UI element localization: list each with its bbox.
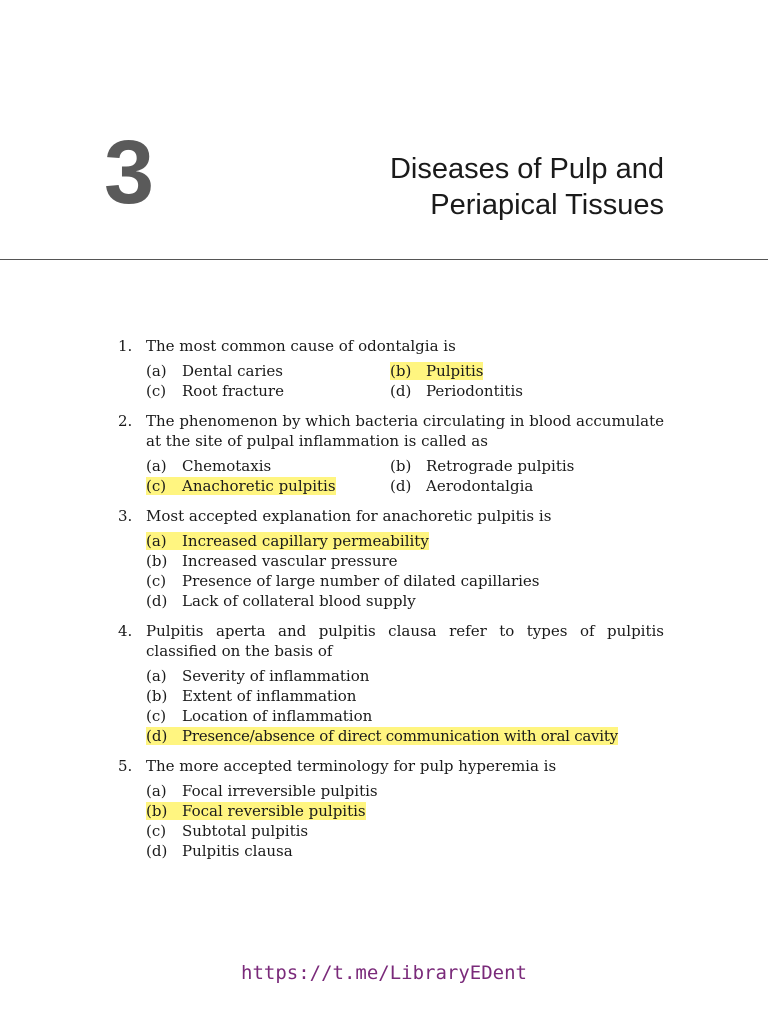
question-text: The more accepted terminology for pulp hyperemia is [146, 757, 557, 775]
question-5 [118, 756, 664, 861]
question-stem [118, 411, 664, 451]
option-a: (a) Chemotaxis [146, 457, 272, 475]
question-stem [118, 336, 664, 356]
option-c: (c) Subtotal pulpitis [146, 822, 309, 840]
option-a: (a) Severity of inflammation [146, 667, 370, 685]
header-divider [0, 259, 768, 260]
question-stem [118, 506, 664, 526]
option-d: (d) Lack of collateral blood supply [146, 592, 416, 610]
option-a: (a) Focal irreversible pulpitis [146, 782, 378, 800]
chapter-title-line-2: Periapical Tissues [430, 189, 664, 221]
question-2 [118, 411, 664, 496]
option-c: (c) Location of inflammation [146, 707, 373, 725]
option-c: (c) Anachoretic pulpitis [146, 477, 336, 495]
option-list [118, 361, 664, 401]
option-d: (d) Pulpitis clausa [146, 842, 293, 860]
option-list [118, 666, 664, 746]
option-d: (d) Aerodontalgia [390, 477, 534, 495]
option-b: (b) Focal reversible pulpitis [146, 802, 366, 820]
question-number: 1. [118, 337, 133, 355]
option-b: (b) Retrograde pulpitis [390, 457, 575, 475]
question-text: Pulpitis aperta and pulpitis clausa refer to types of pulpitis classified on the basis of [146, 622, 664, 660]
question-text: The most common cause of odontalgia is [146, 337, 456, 355]
question-number: 4. [118, 622, 133, 640]
question-text: Most accepted explanation for anachoretic pulpitis is [146, 507, 552, 525]
question-number: 3. [118, 507, 133, 525]
chapter-number: 3 [104, 123, 155, 223]
option-c: (c) Root fracture [146, 382, 284, 400]
option-c: (c) Presence of large number of dilated capillaries [146, 572, 540, 590]
option-b: (b) Extent of inflammation [146, 687, 357, 705]
question-number: 5. [118, 757, 133, 775]
option-a: (a) Increased capillary permeability [146, 532, 429, 550]
question-stem [118, 756, 664, 776]
option-d: (d) Periodontitis [390, 382, 523, 400]
footer-telegram-link[interactable]: https://t.me/LibraryEDent [241, 962, 527, 984]
chapter-title-line-1: Diseases of Pulp and [389, 153, 664, 185]
question-1 [118, 336, 664, 401]
question-number: 2. [118, 412, 133, 430]
chapter-title [390, 151, 664, 223]
option-b: (b) Pulpitis [390, 362, 484, 380]
question-text: The phenomenon by which bacteria circulating in blood accumulate at the site of pulpal inflammation is called as [146, 412, 664, 450]
question-stem [118, 621, 664, 661]
question-list [118, 336, 664, 871]
option-b: (b) Increased vascular pressure [146, 552, 398, 570]
option-list [118, 781, 664, 861]
option-a: (a) Dental caries [146, 362, 283, 380]
option-list [118, 456, 664, 496]
option-list [118, 531, 664, 611]
question-4 [118, 621, 664, 746]
question-3 [118, 506, 664, 611]
option-d: (d) Presence/absence of direct communication with oral cavity [146, 727, 618, 745]
